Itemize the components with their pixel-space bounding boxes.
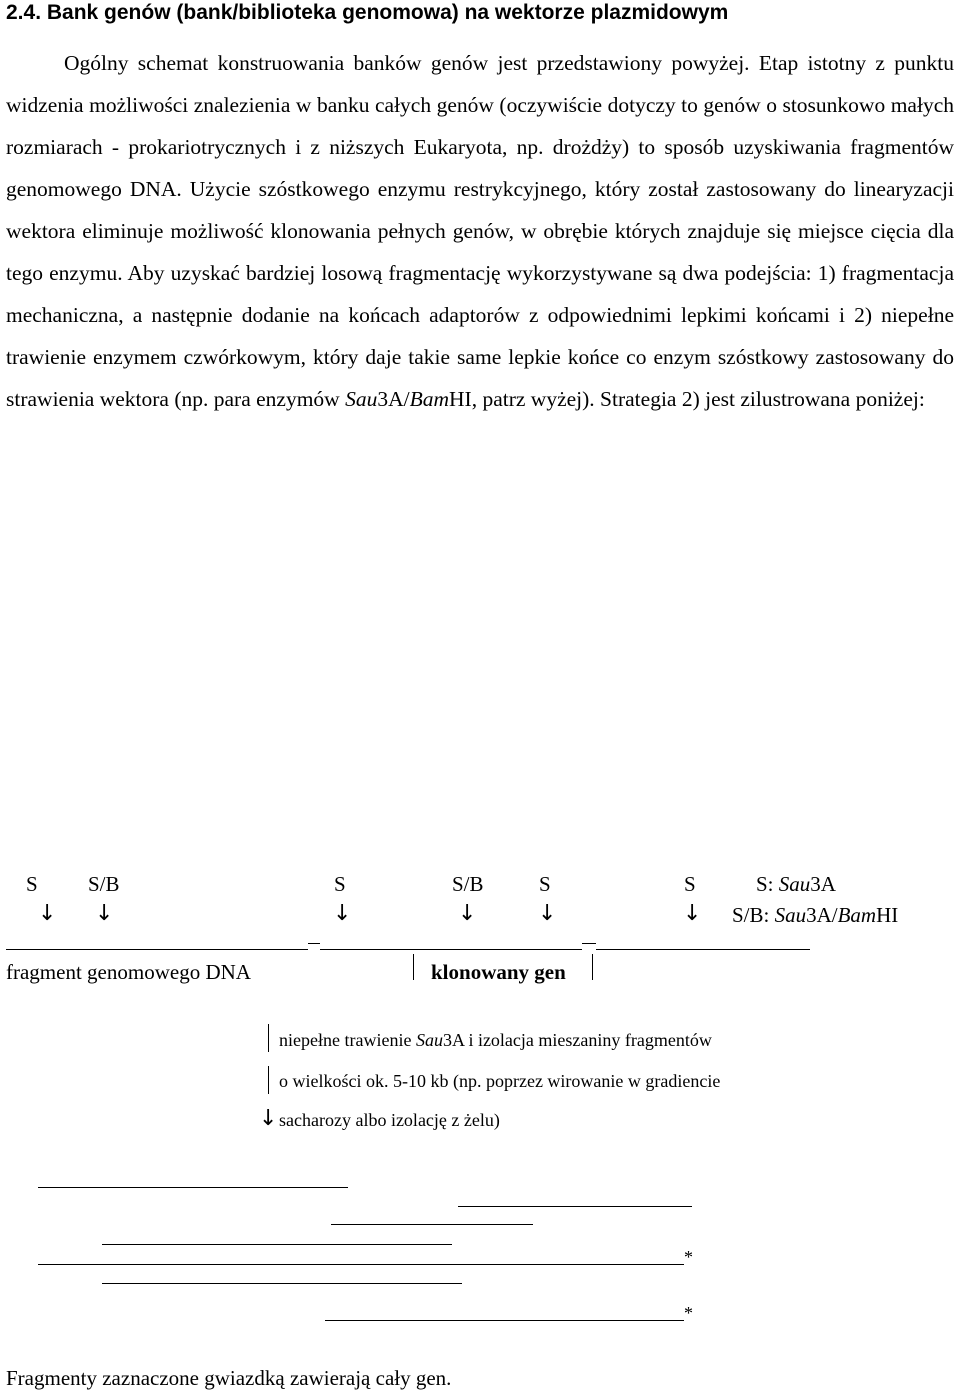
site-label: S/B — [88, 872, 120, 896]
fragment-line — [102, 1283, 462, 1284]
down-arrow-icon: ↓ — [458, 901, 477, 926]
complete-gene-star: * — [684, 1303, 693, 1323]
fragment-line — [38, 1187, 348, 1188]
fragment-line-complete — [38, 1264, 684, 1265]
paragraph-text-end: HI, patrz wyżej). Strategia 2) jest zilustrowana poniżej: — [449, 387, 925, 411]
gene-bracket-right — [592, 954, 593, 980]
down-arrow-icon: ↓ — [683, 901, 702, 926]
step-line-1 — [279, 1029, 712, 1051]
step-arrow-shaft — [268, 1066, 269, 1094]
legend-sb-enzyme2: Bam — [837, 903, 877, 927]
legend-s-prefix: S: — [756, 872, 779, 896]
step-line-3: sacharozy albo izolację z żelu) — [279, 1110, 500, 1130]
step-enzyme: Sau — [415, 1030, 443, 1050]
site-label: S — [539, 872, 551, 896]
fragment-line — [102, 1244, 452, 1245]
down-arrow-icon: ↓ — [95, 901, 114, 926]
gene-label: klonowany gen — [431, 960, 566, 984]
legend-sb-prefix: S/B: — [732, 903, 775, 927]
site-label: S — [26, 872, 38, 896]
site-label: S — [684, 872, 696, 896]
step-line-1-post: 3A i izolacja mieszaniny fragmentów — [442, 1030, 712, 1050]
complete-gene-star: * — [684, 1247, 693, 1267]
legend-sb-suffix: HI — [876, 903, 899, 927]
legend-s — [756, 872, 836, 896]
dna-line-tick — [308, 943, 320, 944]
paragraph-text: Ogólny schemat konstruowania banków genów jest przedstawiony powyżej. Etap istotny z punktu widzenia możliwości znalezienia w banku całych genów (oczywiście dotyczy to genów o stosunkowo małych rozmiarach - prokariotrycznych i z niższych Eukaryota, np. drożdży) to sposób uzyskiwania fragmentów genomowego DNA. Użycie szóstkowego enzymu restrykcyjnego, który został zastosowany do linearyzacji wektora eliminuje możliwość klonowania pełnych genów, w obrębie których znajduje się miejsce cięcia dla tego enzymu. Aby uzyskać bardziej losową fragmentację wykorzystywane są dwa podejścia: 1) fragmentacja mechaniczna, a następnie dodanie na końcach adaptorów z odpowiednimi lepkimi końcami i 2) niepełne trawienie enzymem czwórkowym, który daje takie same lepkie końce co enzym szóstkowy zastosowany do strawienia wektora (np. para enzymów — [6, 51, 954, 411]
fragment-line-complete — [325, 1320, 684, 1321]
section-title: 2.4. Bank genów (bank/biblioteka genomowa) na wektorze plazmidowym — [6, 1, 729, 24]
footnote: Fragmenty zaznaczone gwiazdką zawierają cały gen. — [6, 1366, 452, 1390]
down-arrow-icon: ↓ — [38, 901, 57, 926]
gene-bracket-left — [413, 954, 414, 980]
step-line-2: o wielkości ok. 5-10 kb (np. poprzez wirowanie w gradiencie — [279, 1071, 721, 1091]
legend-sb-enzyme1: Sau — [774, 903, 807, 927]
dna-line-right — [596, 949, 810, 950]
body-paragraph — [6, 42, 954, 420]
legend-sb-mid: 3A/ — [806, 903, 838, 927]
dna-label: fragment genomowego DNA — [6, 960, 251, 984]
step-arrow-shaft — [268, 1024, 269, 1052]
dna-line-left — [6, 949, 308, 950]
down-arrow-icon: ↓ — [538, 901, 557, 926]
legend-s-suffix: 3A — [810, 872, 836, 896]
down-arrow-icon: ↓ — [259, 1106, 278, 1131]
site-label: S — [334, 872, 346, 896]
dna-line-mid — [320, 949, 582, 950]
enzyme-suffix-3a: 3A/ — [377, 387, 410, 411]
site-label: S/B — [452, 872, 484, 896]
step-line-1-pre: niepełne trawienie — [279, 1030, 416, 1050]
fragment-line — [458, 1206, 692, 1207]
legend-sb — [732, 903, 898, 927]
dna-line-tick — [582, 943, 596, 944]
enzyme-name-sau: Sau — [345, 387, 378, 411]
down-arrow-icon: ↓ — [333, 901, 352, 926]
fragment-line — [331, 1224, 533, 1225]
legend-s-enzyme: Sau — [778, 872, 811, 896]
enzyme-name-bam: Bam — [409, 387, 450, 411]
